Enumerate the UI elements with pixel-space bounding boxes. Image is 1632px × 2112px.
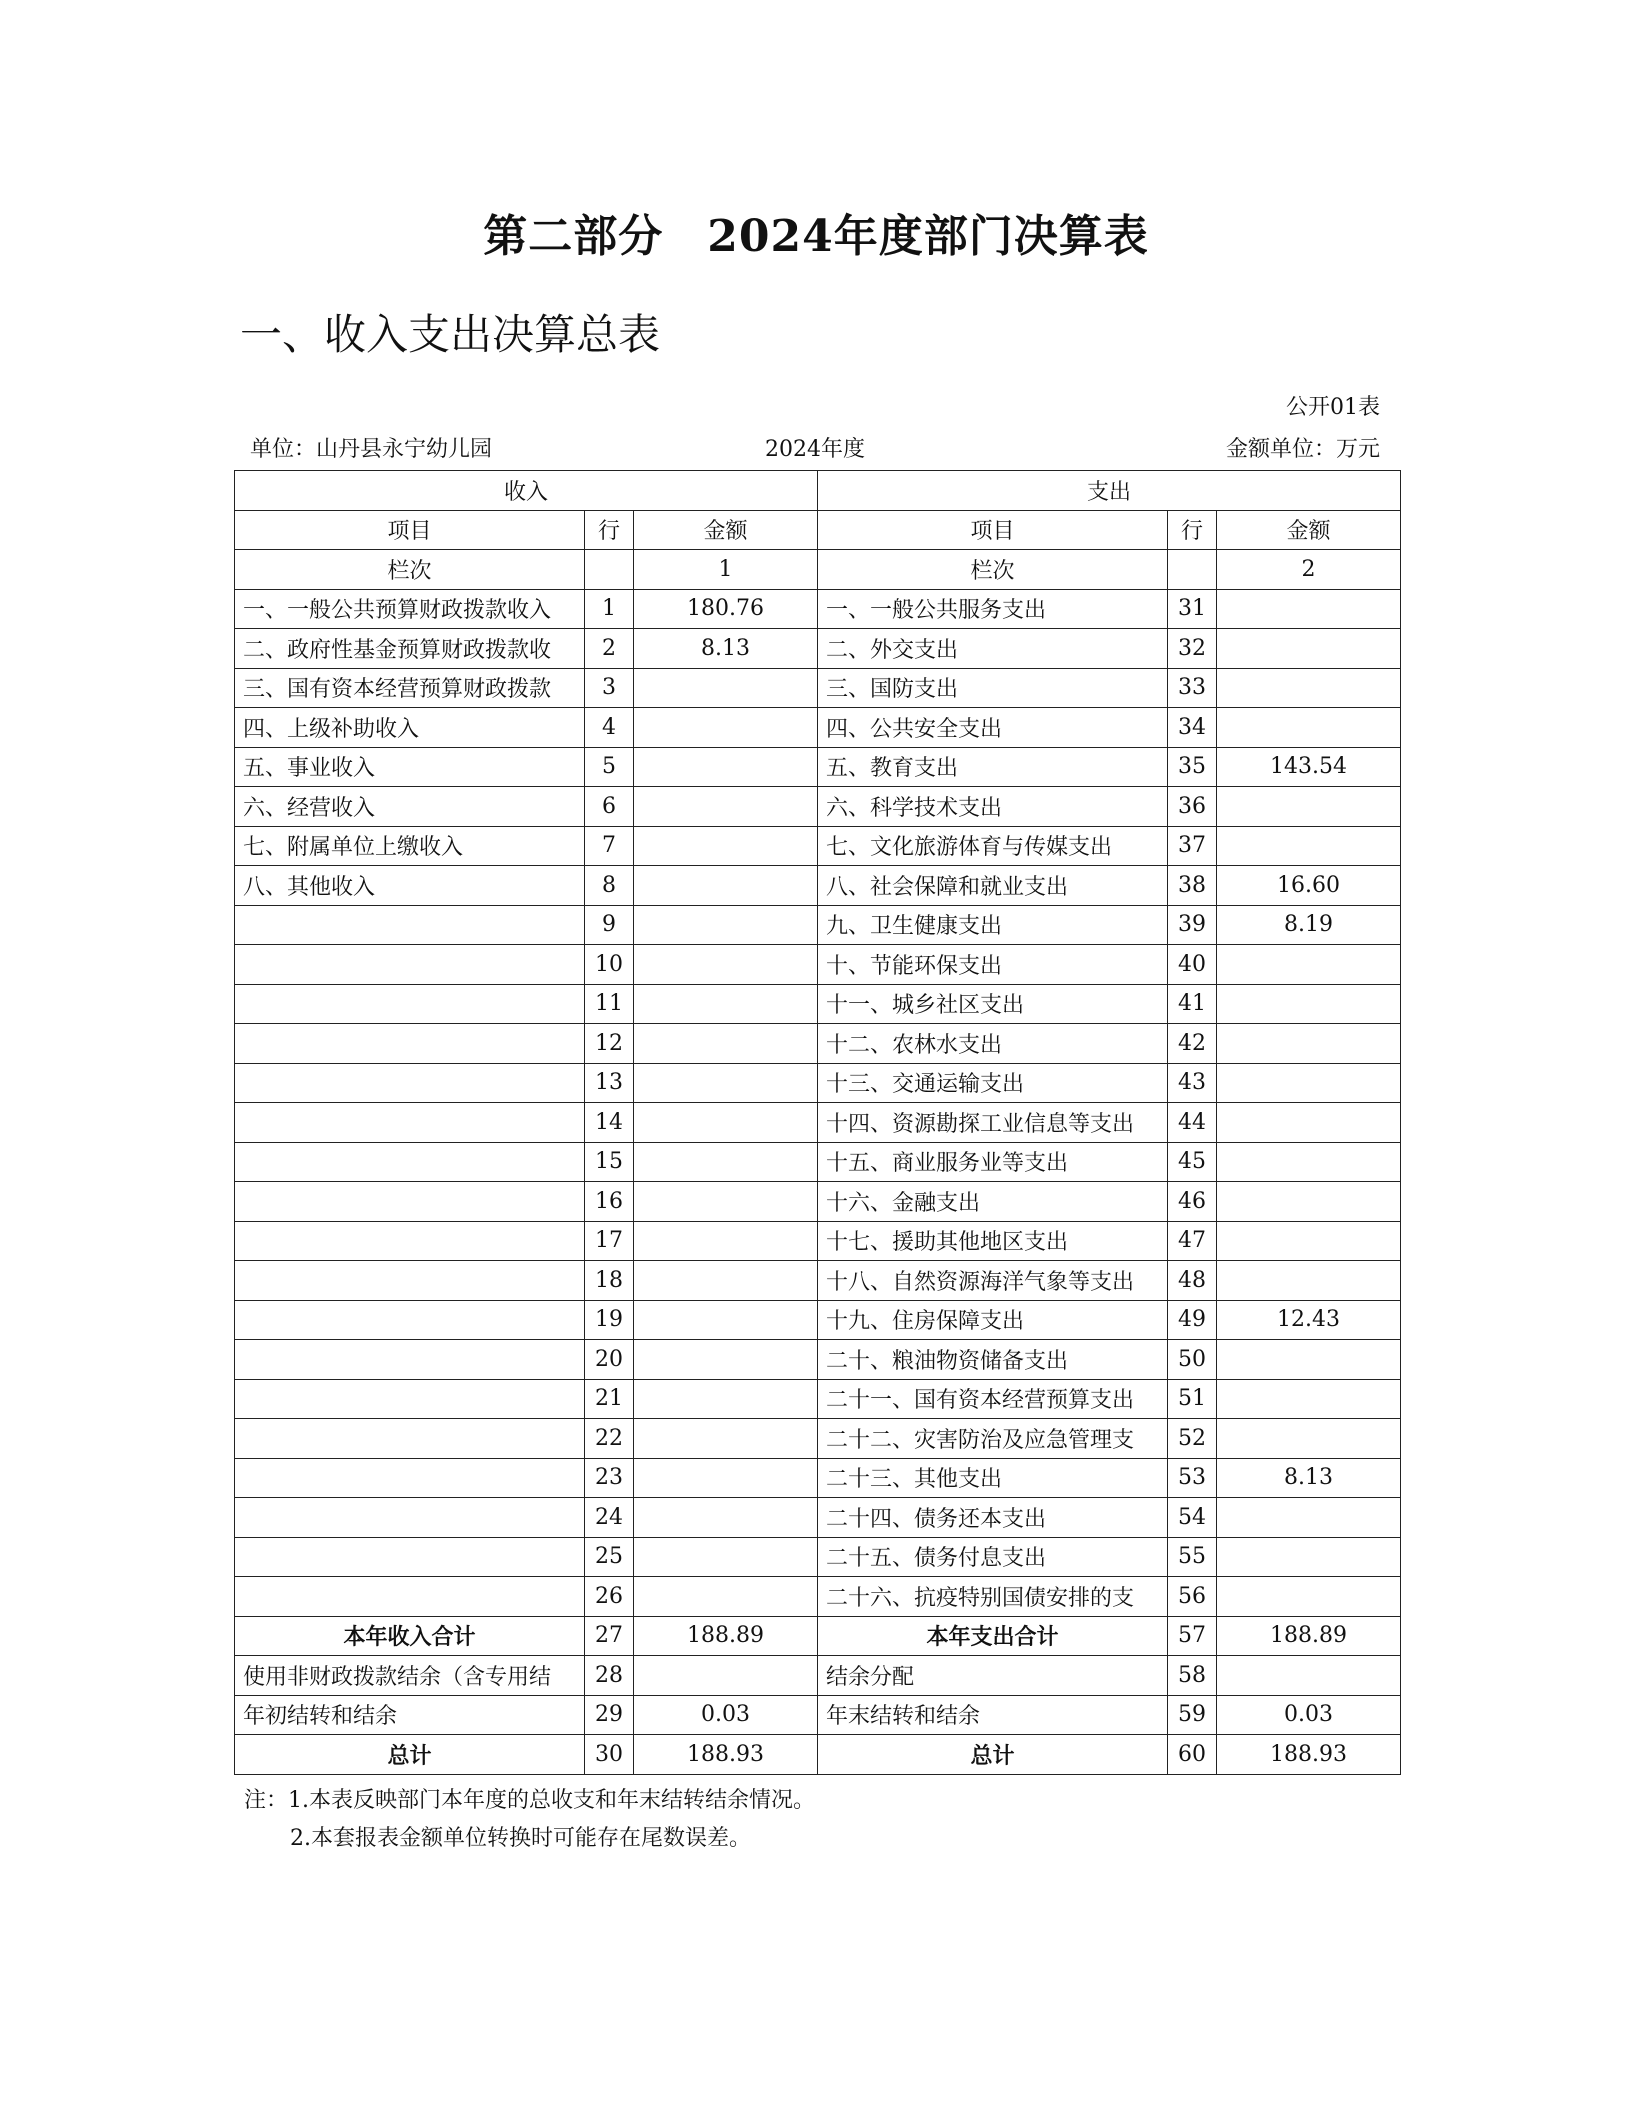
expense-amount-cell [1217,1577,1401,1617]
expense-item-cell: 九、卫生健康支出 [818,905,1168,945]
table-row [235,1221,1401,1261]
expense-item-cell: 二十二、灾害防治及应急管理支 [818,1419,1168,1459]
expense-amount-cell: 12.43 [1217,1300,1401,1340]
expense-amount-cell [1217,629,1401,669]
table-row [235,1261,1401,1301]
expense-item-cell: 十一、城乡社区支出 [818,984,1168,1024]
expense-line-cell: 36 [1168,787,1217,827]
income-amount-cell: 8.13 [634,629,818,669]
expense-item-cell: 五、教育支出 [818,747,1168,787]
income-item-cell [235,984,585,1024]
income-amount-cell [634,1142,818,1182]
income-item-cell: 年初结转和结余 [235,1695,585,1735]
income-line-cell: 20 [585,1340,634,1380]
expense-amount-cell [1217,1537,1401,1577]
income-item-cell [235,905,585,945]
expense-item-cell: 十二、农林水支出 [818,1024,1168,1064]
expense-line-cell: 55 [1168,1537,1217,1577]
title-part: 第二部分 [483,211,664,262]
income-item-cell [235,1182,585,1222]
expense-line-cell: 47 [1168,1221,1217,1261]
income-amount-cell [634,708,818,748]
expense-amount-cell [1217,1063,1401,1103]
income-line-cell: 11 [585,984,634,1024]
income-item-cell: 四、上级补助收入 [235,708,585,748]
expense-amount-cell [1217,1419,1401,1459]
expense-amount-cell: 16.60 [1217,866,1401,906]
expense-item-cell: 十六、金融支出 [818,1182,1168,1222]
income-header: 收入 [235,471,818,511]
expense-line-cell: 40 [1168,945,1217,985]
expense-amount-cell [1217,1498,1401,1538]
expense-amount-cell [1217,826,1401,866]
table-row [235,708,1401,748]
expense-amount-cell [1217,1261,1401,1301]
expense-item-cell: 二、外交支出 [818,629,1168,669]
expense-line-cell: 31 [1168,589,1217,629]
income-line-cell: 10 [585,945,634,985]
income-line-cell: 24 [585,1498,634,1538]
expense-line-cell: 52 [1168,1419,1217,1459]
table-row [235,905,1401,945]
income-amount-cell [634,945,818,985]
income-item-cell [235,1063,585,1103]
income-amount-cell [634,1024,818,1064]
income-line-cell: 29 [585,1695,634,1735]
expense-amount-cell: 8.13 [1217,1458,1401,1498]
expense-item-cell: 十八、自然资源海洋气象等支出 [818,1261,1168,1301]
expense-line-cell: 48 [1168,1261,1217,1301]
income-item-cell: 七、附属单位上缴收入 [235,826,585,866]
total-row [235,1735,1401,1775]
income-column-number: 1 [634,550,818,590]
table-row [235,1379,1401,1419]
expense-item-cell: 二十五、债务付息支出 [818,1537,1168,1577]
expense-line-cell: 39 [1168,905,1217,945]
income-amount-cell: 188.89 [634,1616,818,1656]
table-row [235,787,1401,827]
expense-amount-header: 金额 [1217,510,1401,550]
expense-amount-cell: 188.93 [1217,1735,1401,1775]
expense-header: 支出 [818,471,1401,511]
income-amount-cell: 0.03 [634,1695,818,1735]
income-item-cell [235,1103,585,1143]
expense-line-cell: 59 [1168,1695,1217,1735]
income-amount-cell [634,1300,818,1340]
expense-item-cell: 一、一般公共服务支出 [818,589,1168,629]
expense-item-cell: 十五、商业服务业等支出 [818,1142,1168,1182]
income-item-cell: 一、一般公共预算财政拨款收入 [235,589,585,629]
expense-item-cell: 十四、资源勘探工业信息等支出 [818,1103,1168,1143]
income-item-cell [235,1024,585,1064]
meta-row [250,432,1380,462]
income-item-cell: 六、经营收入 [235,787,585,827]
year-label: 2024年度 [765,437,865,462]
expense-amount-cell [1217,668,1401,708]
income-item-cell [235,945,585,985]
expense-item-cell: 年末结转和结余 [818,1695,1168,1735]
income-line-cell: 3 [585,668,634,708]
expense-line-cell: 32 [1168,629,1217,669]
income-amount-cell [634,1458,818,1498]
income-amount-cell [634,1340,818,1380]
expense-amount-cell: 0.03 [1217,1695,1401,1735]
expense-item-cell: 十三、交通运输支出 [818,1063,1168,1103]
income-item-cell: 本年收入合计 [235,1616,585,1656]
income-amount-cell [634,866,818,906]
expense-line-cell: 33 [1168,668,1217,708]
expense-line-cell: 35 [1168,747,1217,787]
income-amount-cell: 188.93 [634,1735,818,1775]
expense-line-cell: 43 [1168,1063,1217,1103]
notes [244,1782,815,1858]
expense-amount-cell [1217,589,1401,629]
expense-line-cell: 50 [1168,1340,1217,1380]
expense-line-header: 行 [1168,510,1217,550]
unit-label: 单位：山丹县永宁幼儿园 [250,437,493,462]
income-amount-cell [634,1182,818,1222]
table-row [235,589,1401,629]
income-item-cell: 总计 [235,1735,585,1775]
expense-line-cell: 51 [1168,1379,1217,1419]
income-amount-cell [634,1537,818,1577]
income-amount-cell [634,1419,818,1459]
income-column-label: 栏次 [235,550,585,590]
income-amount-cell [634,1261,818,1301]
income-item-cell: 二、政府性基金预算财政拨款收 [235,629,585,669]
income-line-cell: 14 [585,1103,634,1143]
header-row-sections [235,471,1401,511]
expense-item-cell: 本年支出合计 [818,1616,1168,1656]
income-line-cell: 25 [585,1537,634,1577]
income-expense-summary-table [234,470,1401,1775]
money-unit-label: 金额单位：万元 [1225,437,1380,462]
income-item-header: 项目 [235,510,585,550]
table-row [235,1142,1401,1182]
expense-line-cell: 49 [1168,1300,1217,1340]
expense-amount-cell [1217,1103,1401,1143]
income-item-cell: 使用非财政拨款结余（含专用结 [235,1656,585,1696]
income-item-cell [235,1340,585,1380]
income-line-cell: 27 [585,1616,634,1656]
expense-line-cell: 44 [1168,1103,1217,1143]
income-item-cell [235,1458,585,1498]
income-item-cell [235,1498,585,1538]
table-row [235,1103,1401,1143]
table-row [235,629,1401,669]
income-amount-cell [634,787,818,827]
expense-item-cell: 六、科学技术支出 [818,787,1168,827]
table-row [235,1498,1401,1538]
income-line-cell: 2 [585,629,634,669]
expense-line-cell: 58 [1168,1656,1217,1696]
expense-amount-cell [1217,1340,1401,1380]
expense-line-cell: 53 [1168,1458,1217,1498]
expense-amount-cell [1217,787,1401,827]
expense-item-cell: 总计 [818,1735,1168,1775]
expense-item-cell: 三、国防支出 [818,668,1168,708]
income-line-cell: 28 [585,1656,634,1696]
expense-line-cell: 34 [1168,708,1217,748]
income-line-cell: 13 [585,1063,634,1103]
income-line-cell: 18 [585,1261,634,1301]
income-item-cell [235,1537,585,1577]
form-number: 公开01表 [1286,395,1380,420]
expense-line-cell: 45 [1168,1142,1217,1182]
income-line-cell: 1 [585,589,634,629]
income-item-cell [235,1419,585,1459]
income-line-cell: 8 [585,866,634,906]
expense-item-cell: 二十四、债务还本支出 [818,1498,1168,1538]
expense-item-cell: 十九、住房保障支出 [818,1300,1168,1340]
expense-amount-cell: 8.19 [1217,905,1401,945]
total-row [235,1656,1401,1696]
expense-amount-cell [1217,945,1401,985]
expense-line-cell: 56 [1168,1577,1217,1617]
income-amount-cell [634,1577,818,1617]
expense-line-cell: 54 [1168,1498,1217,1538]
expense-amount-cell [1217,984,1401,1024]
total-row [235,1695,1401,1735]
table-row [235,1300,1401,1340]
income-amount-cell [634,747,818,787]
income-line-cell: 22 [585,1419,634,1459]
expense-line-cell: 42 [1168,1024,1217,1064]
income-line-header: 行 [585,510,634,550]
expense-amount-cell [1217,1221,1401,1261]
expense-line-cell: 60 [1168,1735,1217,1775]
income-item-cell [235,1379,585,1419]
expense-amount-cell [1217,1024,1401,1064]
expense-amount-cell [1217,1656,1401,1696]
income-amount-cell [634,1063,818,1103]
income-line-cell: 15 [585,1142,634,1182]
income-item-cell [235,1142,585,1182]
table-row [235,1340,1401,1380]
income-item-cell [235,1300,585,1340]
income-item-cell [235,1221,585,1261]
income-item-cell [235,1261,585,1301]
expense-item-cell: 十七、援助其他地区支出 [818,1221,1168,1261]
expense-line-cell: 41 [1168,984,1217,1024]
table-row [235,984,1401,1024]
table-row [235,668,1401,708]
table-row [235,1024,1401,1064]
income-line-cell: 16 [585,1182,634,1222]
expense-item-cell: 二十、粮油物资储备支出 [818,1340,1168,1380]
income-line-cell: 5 [585,747,634,787]
expense-line-cell: 57 [1168,1616,1217,1656]
income-line-cell: 23 [585,1458,634,1498]
expense-item-cell: 二十六、抗疫特别国债安排的支 [818,1577,1168,1617]
income-line-cell: 4 [585,708,634,748]
expense-amount-cell [1217,708,1401,748]
income-amount-cell [634,1498,818,1538]
table-row [235,747,1401,787]
expense-amount-cell [1217,1142,1401,1182]
income-amount-cell [634,984,818,1024]
income-line-cell: 19 [585,1300,634,1340]
income-item-cell: 八、其他收入 [235,866,585,906]
note-2: 2.本套报表金额单位转换时可能存在尾数误差。 [290,1826,751,1851]
income-line-cell: 7 [585,826,634,866]
income-amount-cell [634,905,818,945]
income-amount-cell [634,1656,818,1696]
expense-item-cell: 八、社会保障和就业支出 [818,866,1168,906]
title-name: 2024年度部门决算表 [707,211,1149,262]
expense-line-cell: 38 [1168,866,1217,906]
income-item-cell: 五、事业收入 [235,747,585,787]
table-row [235,866,1401,906]
income-line-cell: 9 [585,905,634,945]
table-row [235,1577,1401,1617]
expense-amount-cell [1217,1182,1401,1222]
note-1: 注：1.本表反映部门本年度的总收支和年末结转结余情况。 [244,1788,815,1813]
expense-amount-cell: 188.89 [1217,1616,1401,1656]
expense-item-header: 项目 [818,510,1168,550]
expense-line-cell: 37 [1168,826,1217,866]
income-line-cell: 6 [585,787,634,827]
table-row [235,1419,1401,1459]
expense-item-cell: 二十一、国有资本经营预算支出 [818,1379,1168,1419]
table-row [235,945,1401,985]
income-amount-cell: 180.76 [634,589,818,629]
income-amount-cell [634,826,818,866]
income-line-blank [585,550,634,590]
table-row [235,1458,1401,1498]
income-amount-cell [634,1221,818,1261]
table-row [235,1063,1401,1103]
expense-item-cell: 结余分配 [818,1656,1168,1696]
section-title: 一、收入支出决算总表 [240,310,661,359]
income-line-cell: 12 [585,1024,634,1064]
income-item-cell: 三、国有资本经营预算财政拨款 [235,668,585,708]
expense-line-cell: 46 [1168,1182,1217,1222]
expense-item-cell: 七、文化旅游体育与传媒支出 [818,826,1168,866]
income-line-cell: 17 [585,1221,634,1261]
expense-column-number: 2 [1217,550,1401,590]
expense-item-cell: 四、公共安全支出 [818,708,1168,748]
page-title [0,200,1632,264]
table-row [235,826,1401,866]
income-line-cell: 26 [585,1577,634,1617]
header-row-columns [235,510,1401,550]
expense-line-blank [1168,550,1217,590]
income-line-cell: 21 [585,1379,634,1419]
expense-item-cell: 二十三、其他支出 [818,1458,1168,1498]
income-item-cell [235,1577,585,1617]
income-amount-cell [634,1103,818,1143]
income-line-cell: 30 [585,1735,634,1775]
income-amount-header: 金额 [634,510,818,550]
total-row [235,1616,1401,1656]
expense-item-cell: 十、节能环保支出 [818,945,1168,985]
table-row [235,1182,1401,1222]
table-row [235,1537,1401,1577]
header-row-column-numbers [235,550,1401,590]
income-amount-cell [634,1379,818,1419]
expense-amount-cell: 143.54 [1217,747,1401,787]
income-amount-cell [634,668,818,708]
expense-amount-cell [1217,1379,1401,1419]
expense-column-label: 栏次 [818,550,1168,590]
